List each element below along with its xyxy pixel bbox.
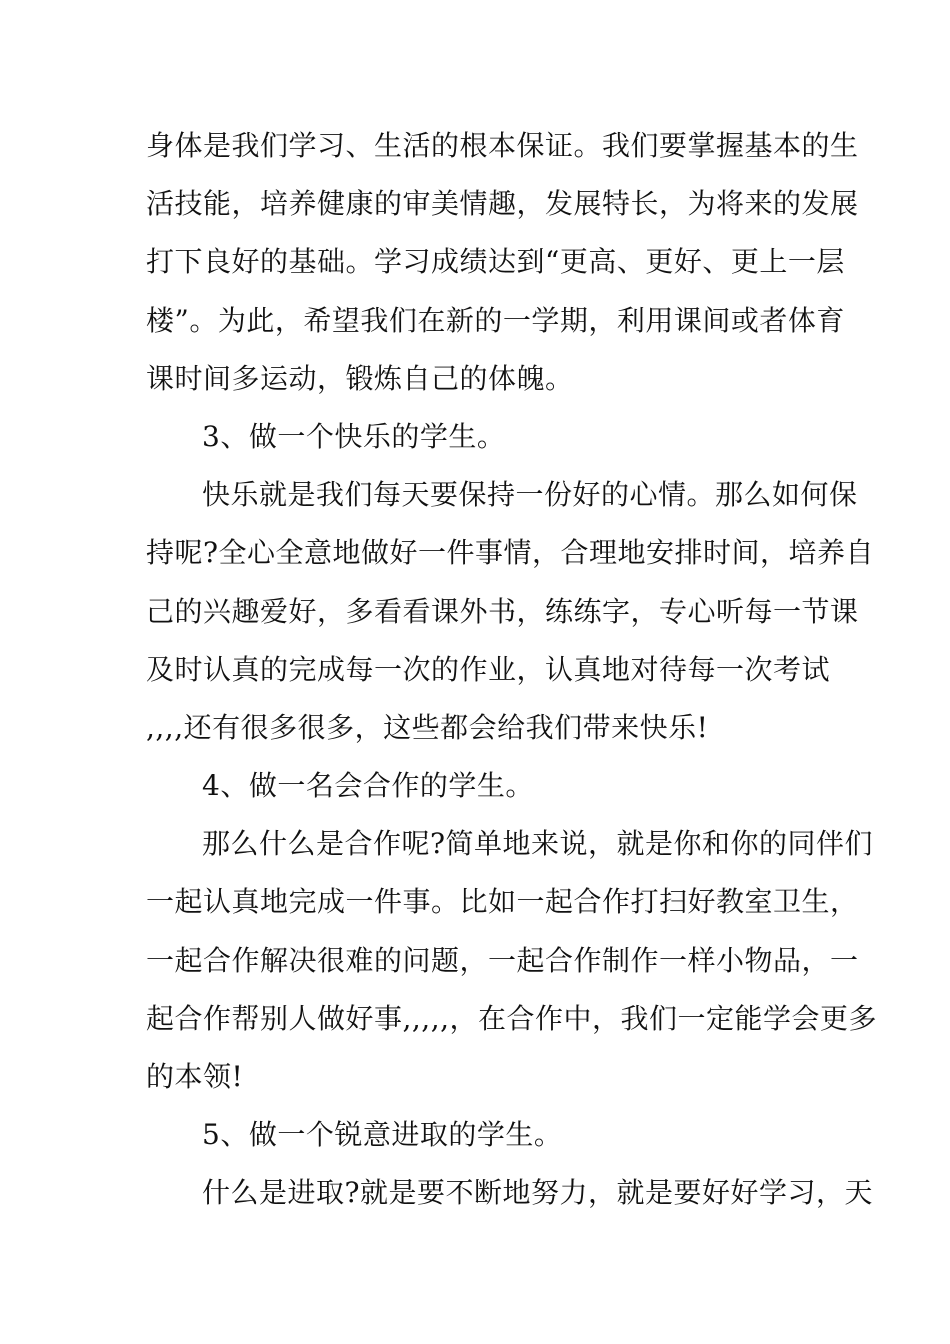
text-line: 一起合作解决很难的问题，一起合作制作一样小物品，一 [146,943,859,977]
text-line: 打下良好的基础。学习成绩达到“更高、更好、更上一层 [146,245,845,279]
section-heading-5: 5、做一个锐意进取的学生。 [202,1118,563,1152]
text-line: 起合作帮别人做好事,,,,,，在合作中，我们一定能学会更多 [146,1001,878,1035]
text-line: 一起认真地完成一件事。比如一起合作打扫好教室卫生， [146,885,859,919]
text-line: 己的兴趣爱好，多看看课外书，练练字，专心听每一节课 [146,594,859,628]
text-line: ,,,,还有很多很多，这些都会给我们带来快乐! [146,710,709,744]
section-heading-4: 4、做一名会合作的学生。 [202,769,534,803]
text-line: 的本领! [146,1060,244,1093]
text-line: 楼”。为此，希望我们在新的一学期，利用课间或者体育 [146,303,845,337]
body-text [146,117,878,1223]
text-line: 及时认真的完成每一次的作业，认真地对待每一次考试 [146,652,831,686]
text-line: 持呢?全心全意地做好一件事情，合理地安排时间，培养自 [146,536,875,570]
section-heading-3: 3、做一个快乐的学生。 [202,419,506,453]
text-line: 活技能，培养健康的审美情趣，发展特长，为将来的发展 [146,187,859,221]
text-line: 身体是我们学习、生活的根本保证。我们要掌握基本的生 [146,129,859,162]
text-line: 快乐就是我们每天要保持一份好的心情。那么如何保 [202,478,858,512]
text-line: 课时间多运动，锻炼自己的体魄。 [146,361,574,395]
text-line: 那么什么是合作呢?简单地来说，就是你和你的同伴们 [202,827,874,861]
text-line: 什么是进取?就是要不断地努力，就是要好好学习，天 [202,1176,874,1210]
